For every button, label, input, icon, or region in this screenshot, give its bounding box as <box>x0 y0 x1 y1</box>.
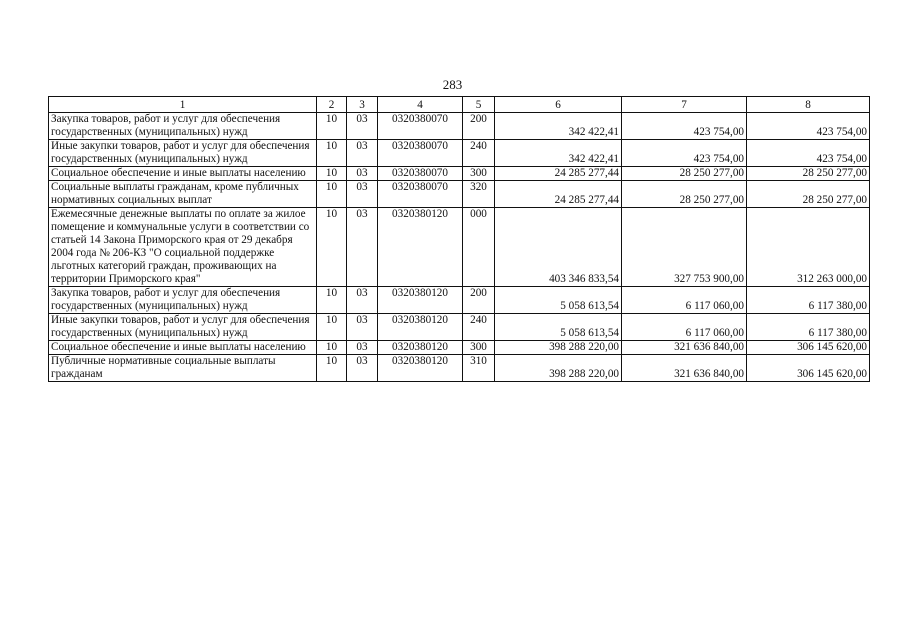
expense-type-cell: 300 <box>463 167 495 181</box>
target-article-cell: 0320380120 <box>378 355 463 382</box>
subsection-code-cell: 03 <box>347 314 378 341</box>
amount-col8-cell: 6 117 380,00 <box>747 287 870 314</box>
section-code-cell: 10 <box>317 341 347 355</box>
amount-col6-cell: 24 285 277,44 <box>495 167 622 181</box>
amount-col6-cell: 398 288 220,00 <box>495 355 622 382</box>
expense-type-cell: 000 <box>463 208 495 287</box>
target-article-cell: 0320380120 <box>378 287 463 314</box>
section-code-cell: 10 <box>317 287 347 314</box>
amount-col8-cell: 423 754,00 <box>747 140 870 167</box>
amount-col8-cell: 312 263 000,00 <box>747 208 870 287</box>
amount-col7-cell: 321 636 840,00 <box>622 355 747 382</box>
amount-col8-cell: 306 145 620,00 <box>747 341 870 355</box>
subsection-code-cell: 03 <box>347 355 378 382</box>
expense-type-cell: 310 <box>463 355 495 382</box>
table-row <box>49 167 870 181</box>
table-row <box>49 181 870 208</box>
section-code-cell: 10 <box>317 167 347 181</box>
table-row <box>49 341 870 355</box>
subsection-code-cell: 03 <box>347 341 378 355</box>
amount-col6-cell: 342 422,41 <box>495 140 622 167</box>
amount-col6-cell: 5 058 613,54 <box>495 314 622 341</box>
expense-type-cell: 200 <box>463 287 495 314</box>
column-header-3: 3 <box>347 97 378 113</box>
subsection-code-cell: 03 <box>347 181 378 208</box>
row-name-cell: Закупка товаров, работ и услуг для обеспечения государственных (муниципальных) нужд <box>49 113 317 140</box>
amount-col7-cell: 28 250 277,00 <box>622 181 747 208</box>
target-article-cell: 0320380070 <box>378 140 463 167</box>
amount-col8-cell: 28 250 277,00 <box>747 181 870 208</box>
expense-type-cell: 320 <box>463 181 495 208</box>
amount-col6-cell: 398 288 220,00 <box>495 341 622 355</box>
section-code-cell: 10 <box>317 113 347 140</box>
target-article-cell: 0320380070 <box>378 167 463 181</box>
row-name-cell: Иные закупки товаров, работ и услуг для обеспечения государственных (муниципальных) нужд <box>49 140 317 167</box>
row-name-cell: Иные закупки товаров, работ и услуг для обеспечения государственных (муниципальных) нужд <box>49 314 317 341</box>
row-name-cell: Закупка товаров, работ и услуг для обеспечения государственных (муниципальных) нужд <box>49 287 317 314</box>
amount-col7-cell: 321 636 840,00 <box>622 341 747 355</box>
amount-col7-cell: 423 754,00 <box>622 140 747 167</box>
amount-col8-cell: 6 117 380,00 <box>747 314 870 341</box>
subsection-code-cell: 03 <box>347 287 378 314</box>
column-header-2: 2 <box>317 97 347 113</box>
section-code-cell: 10 <box>317 140 347 167</box>
section-code-cell: 10 <box>317 208 347 287</box>
target-article-cell: 0320380120 <box>378 314 463 341</box>
subsection-code-cell: 03 <box>347 140 378 167</box>
amount-col7-cell: 327 753 900,00 <box>622 208 747 287</box>
amount-col7-cell: 28 250 277,00 <box>622 167 747 181</box>
column-header-6: 6 <box>495 97 622 113</box>
section-code-cell: 10 <box>317 181 347 208</box>
column-header-4: 4 <box>378 97 463 113</box>
table-row <box>49 355 870 382</box>
row-name-cell: Социальные выплаты гражданам, кроме публичных нормативных социальных выплат <box>49 181 317 208</box>
column-header-5: 5 <box>463 97 495 113</box>
subsection-code-cell: 03 <box>347 113 378 140</box>
table-row <box>49 287 870 314</box>
page-number: 283 <box>442 77 463 92</box>
section-code-cell: 10 <box>317 355 347 382</box>
amount-col8-cell: 306 145 620,00 <box>747 355 870 382</box>
row-name-cell: Ежемесячные денежные выплаты по оплате за жилое помещение и коммунальные услуги в соответствии со статьей 14 Закона Приморского края от 29 декабря 2004 года № 206-КЗ "О социальной поддержке льготных категорий граждан, проживающих на территории Приморского края" <box>49 208 317 287</box>
subsection-code-cell: 03 <box>347 208 378 287</box>
column-header-7: 7 <box>622 97 747 113</box>
amount-col6-cell: 5 058 613,54 <box>495 287 622 314</box>
target-article-cell: 0320380070 <box>378 113 463 140</box>
row-name-cell: Публичные нормативные социальные выплаты гражданам <box>49 355 317 382</box>
row-name-cell: Социальное обеспечение и иные выплаты населению <box>49 341 317 355</box>
amount-col7-cell: 6 117 060,00 <box>622 314 747 341</box>
subsection-code-cell: 03 <box>347 167 378 181</box>
expense-type-cell: 200 <box>463 113 495 140</box>
amount-col8-cell: 423 754,00 <box>747 113 870 140</box>
amount-col6-cell: 403 346 833,54 <box>495 208 622 287</box>
expense-type-cell: 300 <box>463 341 495 355</box>
amount-col6-cell: 24 285 277,44 <box>495 181 622 208</box>
amount-col7-cell: 6 117 060,00 <box>622 287 747 314</box>
expense-type-cell: 240 <box>463 314 495 341</box>
target-article-cell: 0320380120 <box>378 341 463 355</box>
target-article-cell: 0320380070 <box>378 181 463 208</box>
table-row <box>49 140 870 167</box>
table-row <box>49 208 870 287</box>
column-header-1: 1 <box>49 97 317 113</box>
table-row <box>49 314 870 341</box>
section-code-cell: 10 <box>317 314 347 341</box>
row-name-cell: Социальное обеспечение и иные выплаты населению <box>49 167 317 181</box>
amount-col7-cell: 423 754,00 <box>622 113 747 140</box>
budget-table <box>48 96 870 382</box>
target-article-cell: 0320380120 <box>378 208 463 287</box>
column-header-8: 8 <box>747 97 870 113</box>
table-row <box>49 113 870 140</box>
expense-type-cell: 240 <box>463 140 495 167</box>
amount-col8-cell: 28 250 277,00 <box>747 167 870 181</box>
amount-col6-cell: 342 422,41 <box>495 113 622 140</box>
header-row <box>49 97 870 113</box>
